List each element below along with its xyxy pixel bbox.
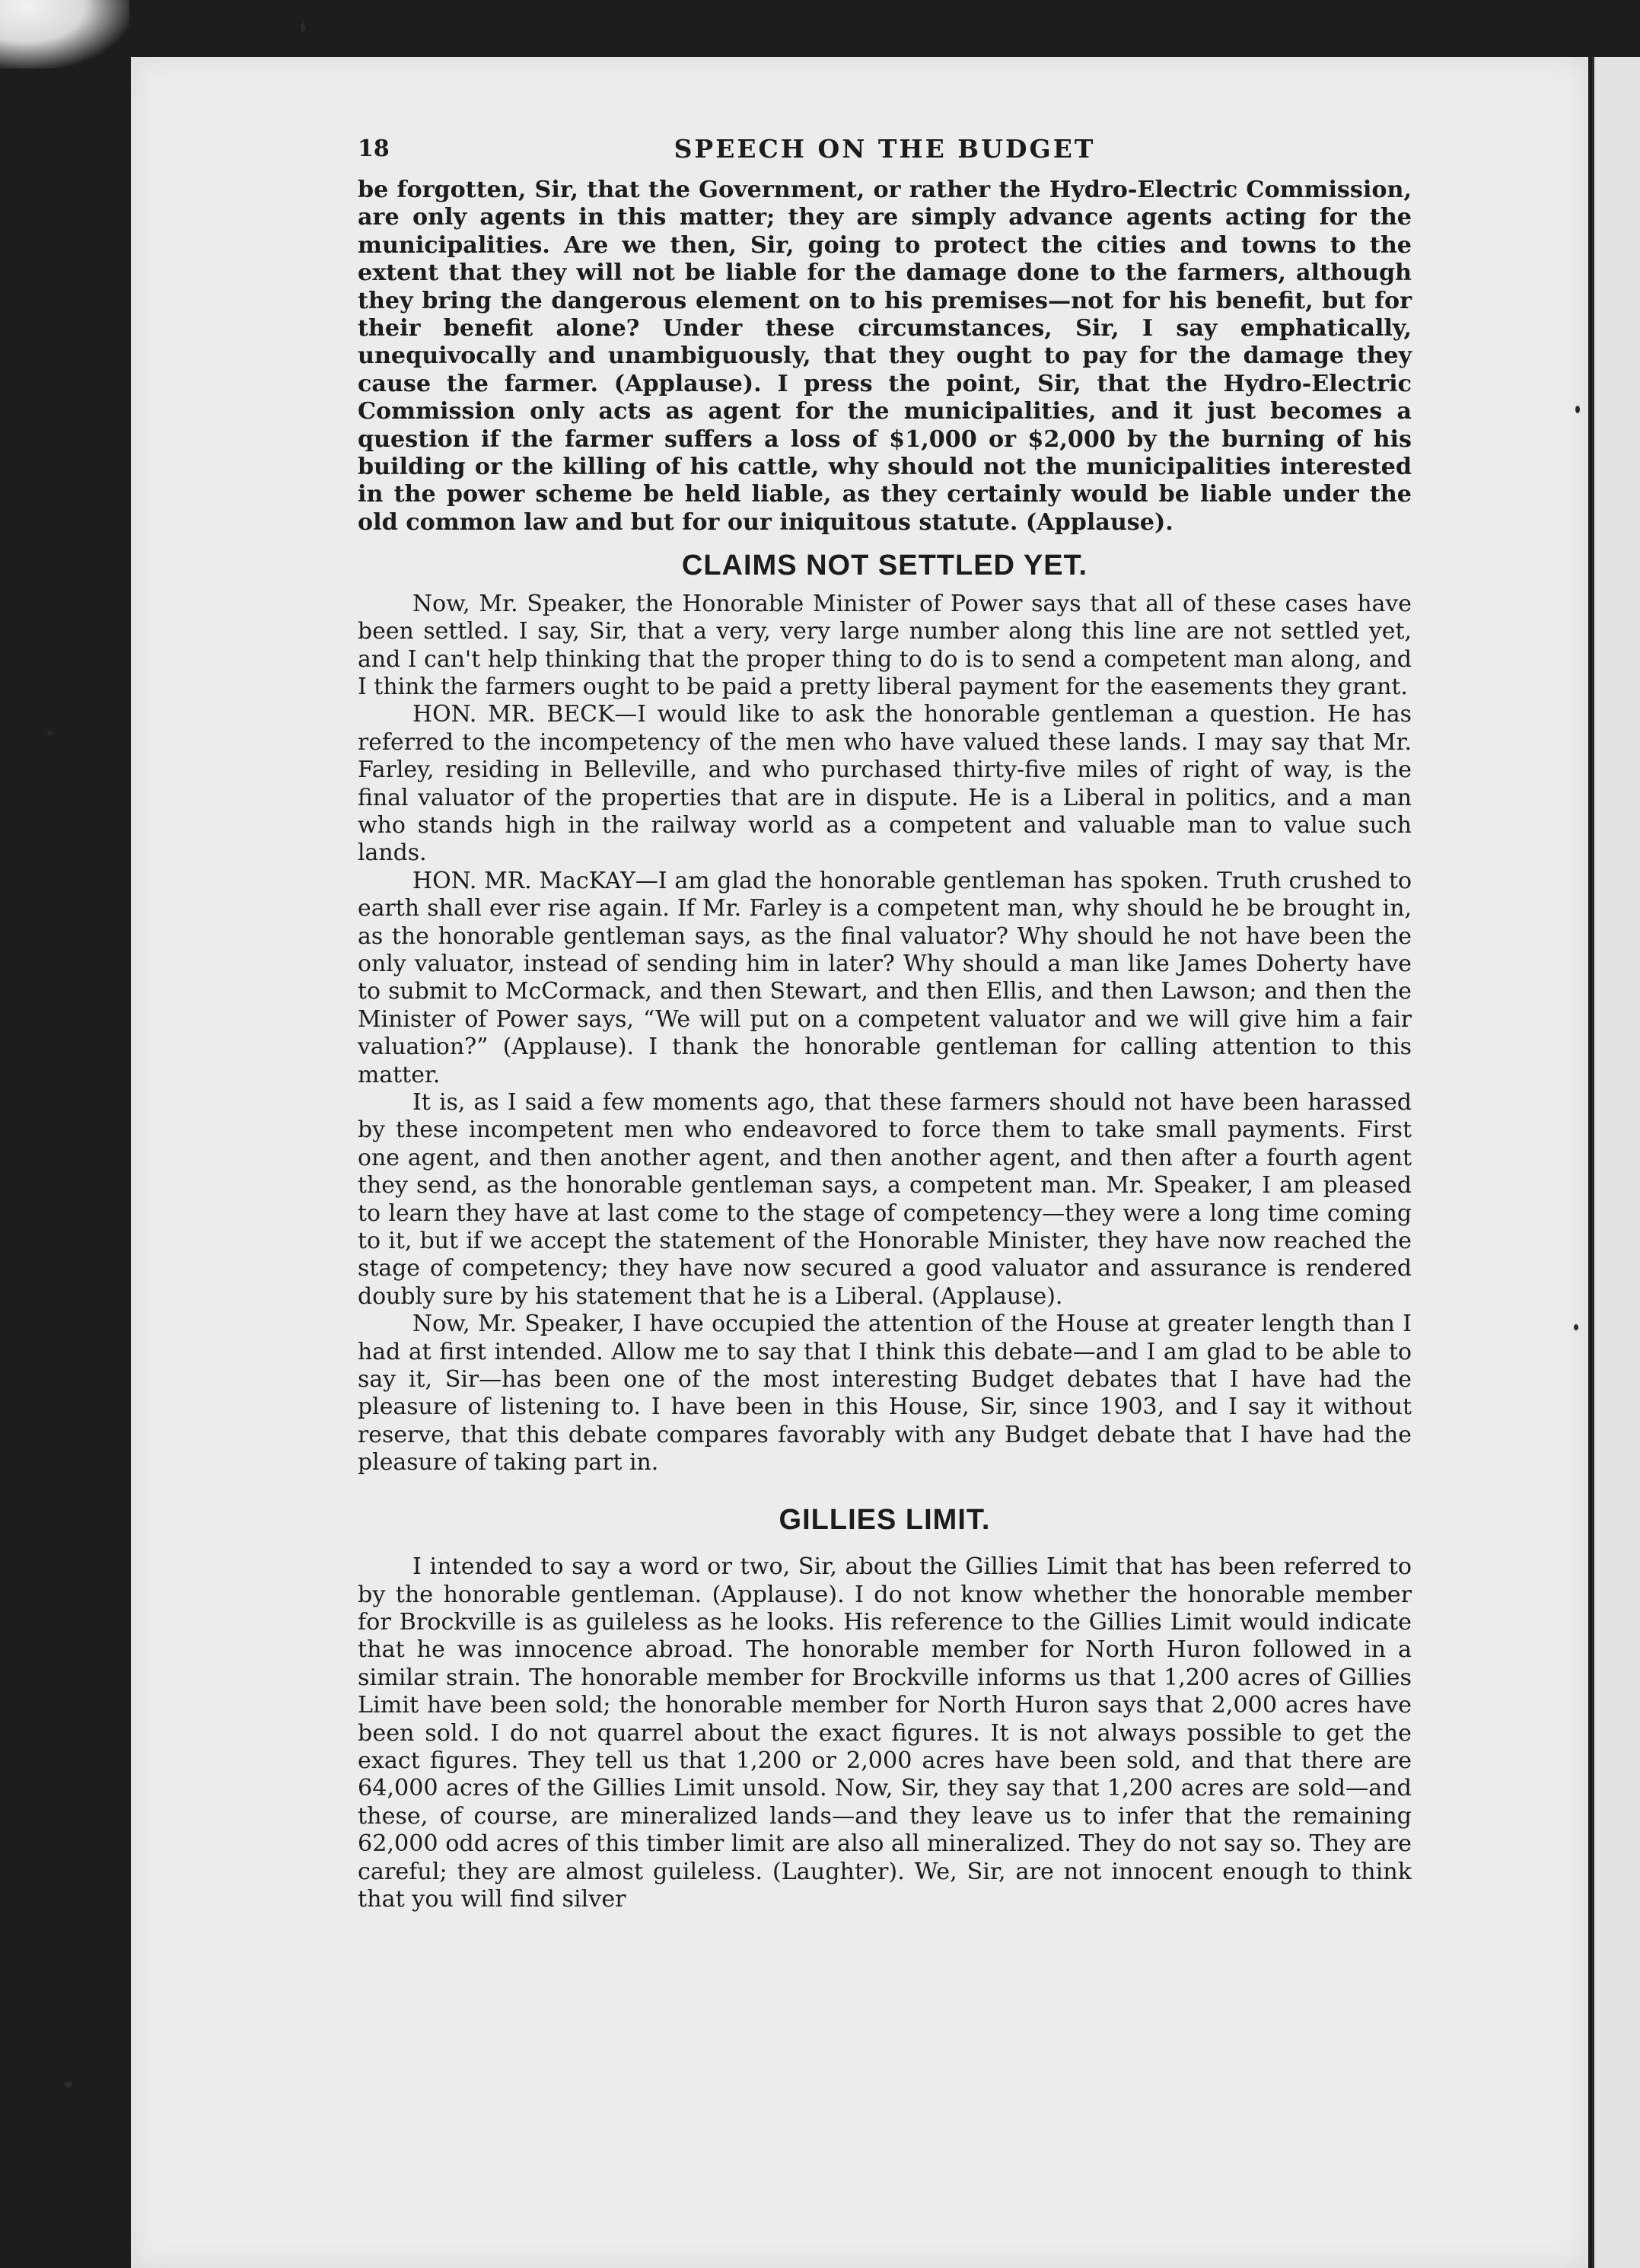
running-header xyxy=(358,129,1412,172)
paragraph-claims-1: Now, Mr. Speaker, the Honorable Minister of Power says that all of these cases have been settled. I say, Sir, that a very, very large number along this line are not settled yet, and I can't help thinking that the proper thing to do is to send a competent man along, and I think the farmers ought to be paid a pretty liberal payment for the easements they grant. xyxy=(358,590,1412,700)
scan-speck xyxy=(1575,406,1580,413)
scan-speck xyxy=(47,731,53,735)
section-heading-gillies: GILLIES LIMIT. xyxy=(779,1503,991,1536)
intro-paragraph: be forgotten, Sir, that the Government, or rather the Hydro-Electric Commission, are only agents in this matter; they are simply advance agents acting for the municipalities. Are we then, Sir, going to protect the cities and towns to the extent that they will not be liable for the damage done to the farmers, although they bring the dangerous element on to his premises—not for his benefit, but for their benefit alone? Under these circumstances, Sir, I say emphatically, unequivocally and unambiguously, that they ought to pay for the damage they cause the farmer. (Applause). I press the point, Sir, that the Hydro-Electric Commission only acts as agent for the municipalities, and it just becomes a question if the farmer suffers a loss of $1,000 or $2,000 by the burning of his building or the killing of his cattle, why should not the municipalities interested in the power scheme be held liable, as they certainly would be liable under the old common law and but for our iniquitous statute. (Applause). xyxy=(358,177,1412,536)
scan-speck xyxy=(301,23,305,32)
page-content xyxy=(358,129,1412,1913)
paragraph-claims-5: Now, Mr. Speaker, I have occupied the attention of the House at greater length than I had at first intended. Allow me to say that I think this debate—and I am glad to be able to say it, Sir—has been one of the most interesting Budget debates that I have had the pleasure of listening to. I have been in this House, Sir, since 1903, and I say it without reserve, that this debate compares favorably with any Budget debate that I have had the pleasure of taking part in. xyxy=(358,1311,1412,1476)
paragraph-claims-3: HON. MR. MacKAY—I am glad the honorable gentleman has spoken. Truth crushed to earth shall ever rise again. If Mr. Farley is a competent man, why should he be brought in, as the honorable gentleman says, as the final valuator? Why should he not have been the only valuator, instead of sending him in later? Why should a man like James Doherty have to submit to McCormack, and then Stewart, and then Ellis, and then Lawson; and then the Minister of Power says, “We will put on a competent valuator and we will give him a fair valuation?” (Applause). I thank the honorable gentleman for calling attention to this matter. xyxy=(358,867,1412,1088)
running-title: SPEECH ON THE BUDGET xyxy=(674,134,1096,164)
paragraph-gillies-1: I intended to say a word or two, Sir, about the Gillies Limit that has been referred to by the honorable gentleman. (Applause). I do not know whether the honorable member for Brockville is as guileless as he looks. His reference to the Gillies Limit would indicate that he was innocence abroad. The honorable member for North Huron followed in a similar strain. The honorable member for Brockville informs us that 1,200 acres of Gillies Limit have been sold; the honorable member for North Huron says that 2,000 acres have been sold. I do not quarrel about the exact figures. It is not always possible to get the exact figures. They tell us that 1,200 or 2,000 acres have been sold, and that there are 64,000 acres of the Gillies Limit unsold. Now, Sir, they say that 1,200 acres are sold—and these, of course, are mineralized lands—and they leave us to infer that the remaining 62,000 odd acres of this timber limit are also all mineralized. They do not say so. They are careful; they are almost guileless. (Laughter). We, Sir, are not innocent enough to think that you will find silver xyxy=(358,1553,1412,1913)
paragraph-claims-2: HON. MR. BECK—I would like to ask the honorable gentleman a question. He has referred to the incompetency of the men who have valued these lands. I may say that Mr. Farley, residing in Belleville, and who purchased thirty-five miles of right of way, is the final valuator of the properties that are in dispute. He is a Liberal in politics, and a man who stands high in the railway world as a competent and valuable man to value such lands. xyxy=(358,701,1412,867)
scan-speck xyxy=(65,2082,72,2088)
page-number: 18 xyxy=(358,135,390,162)
section-heading-claims: CLAIMS NOT SETTLED YET. xyxy=(681,549,1088,582)
paragraph-claims-4: It is, as I said a few moments ago, that these farmers should not have been harassed by these incompetent men who endeavored to force them to take small payments. First one agent, and then another agent, and then another agent, and then after a fourth agent they send, as the honorable gentleman says, a competent man. Mr. Speaker, I am pleased to learn they have at last come to the stage of competency—they were a long time coming to it, but if we accept the statement of the Honorable Minister, they have now reached the stage of competency; they have now secured a good valuator and assurance is rendered doubly sure by his statement that he is a Liberal. (Applause). xyxy=(358,1089,1412,1310)
scan-border-corner xyxy=(0,0,129,68)
adjacent-page-edge xyxy=(1592,57,1640,2268)
scan-speck xyxy=(1574,1324,1578,1330)
